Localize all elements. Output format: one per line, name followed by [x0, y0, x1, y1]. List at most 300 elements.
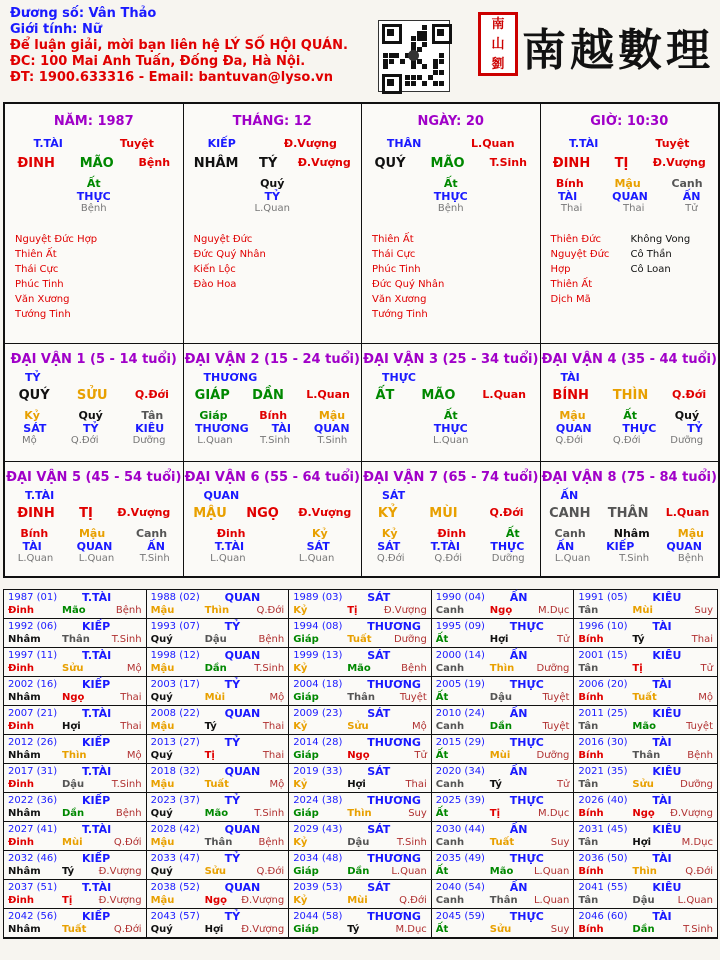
- year-cell: [147, 909, 290, 938]
- year-can: Giáp: [293, 692, 319, 703]
- year-can: Bính: [578, 924, 604, 935]
- year-god: SÁT: [367, 881, 391, 894]
- year-god: ẤN: [509, 765, 528, 778]
- year-god: ẤN: [509, 591, 528, 604]
- year-god: KIÊU: [652, 707, 682, 720]
- year-label: 2029 (43): [293, 824, 343, 835]
- year-label: 1987 (01): [8, 592, 58, 603]
- hidden-god: QUAN: [313, 422, 350, 435]
- year-chi: Mùi: [204, 692, 226, 703]
- hidden-stem: Kỷ: [381, 527, 398, 540]
- year-phase: Q.Đới: [399, 895, 427, 906]
- year-can: Nhâm: [8, 924, 41, 935]
- hidden-stem: Quý: [78, 409, 103, 422]
- year-god: QUAN: [224, 649, 261, 662]
- year-can: Kỷ: [293, 895, 308, 906]
- year-can: Giáp: [293, 750, 319, 761]
- year-label: 2007 (21): [8, 708, 58, 719]
- year-cell: [147, 735, 290, 764]
- hidden-god: T.TÀI: [214, 540, 245, 553]
- star-item: Thiên Ất: [372, 234, 414, 245]
- year-can: Giáp: [293, 634, 319, 645]
- dai-van-phase: L.Quan: [482, 388, 526, 401]
- year-chi: Dần: [632, 924, 655, 935]
- year-phase: Bệnh: [401, 663, 427, 674]
- year-phase: Bệnh: [687, 750, 713, 761]
- dai-van-can: ĐINH: [17, 506, 55, 521]
- year-phase: Mộ: [698, 692, 713, 703]
- year-phase: T.Sinh: [111, 634, 142, 645]
- year-cell: [147, 648, 290, 677]
- year-god: KIÊU: [652, 765, 682, 778]
- year-can: Đinh: [8, 837, 35, 848]
- year-label: 1994 (08): [293, 621, 343, 632]
- year-god: T.TÀI: [82, 591, 112, 604]
- hidden-stem: Đinh: [216, 527, 246, 540]
- year-god: ẤN: [509, 823, 528, 836]
- dai-van-hidden-god-row: [362, 540, 540, 553]
- year-cell: [147, 880, 290, 909]
- hidden-god: TÀI: [22, 540, 42, 553]
- qr-module: [422, 36, 427, 41]
- dai-van-phase: L.Quan: [665, 506, 710, 519]
- hidden-phase: L.Quan: [298, 553, 335, 564]
- year-chi: Mùi: [62, 837, 83, 848]
- year-cell: [432, 648, 575, 677]
- pillar-god: T.TÀI: [33, 137, 63, 150]
- year-label: 1991 (05): [578, 592, 628, 603]
- star-list: [5, 232, 183, 322]
- year-cell: [4, 648, 147, 677]
- pillar-cell: [5, 104, 184, 344]
- qr-module: [422, 81, 427, 86]
- hidden-stem: Mậu: [318, 409, 346, 422]
- year-phase: Bệnh: [258, 837, 285, 848]
- qr-module: [422, 42, 427, 47]
- year-chi: Ngọ: [204, 895, 227, 906]
- year-phase: Mộ: [269, 779, 285, 790]
- chart-grid: [3, 102, 720, 578]
- year-god: TỶ: [224, 794, 241, 807]
- year-god: TỶ: [224, 910, 241, 923]
- star-item: Tướng Tinh: [15, 309, 71, 320]
- year-god: THƯƠNG: [367, 736, 421, 749]
- hidden-stem: Bính: [20, 527, 49, 540]
- year-chi: Thân: [347, 692, 375, 703]
- year-cell: [432, 764, 575, 793]
- year-phase: Q.Đới: [256, 866, 285, 877]
- dai-van-hidden-god-row: [5, 422, 183, 435]
- year-label: 2006 (20): [578, 679, 628, 690]
- year-god: TỶ: [224, 620, 241, 633]
- owner-name: Đương số: Vân Thảo: [10, 6, 157, 21]
- year-phase: Tử: [556, 634, 570, 645]
- star-item: Đức Quý Nhân: [193, 249, 266, 260]
- pillar-title: NGÀY: 20: [417, 114, 484, 129]
- year-can: Canh: [435, 663, 465, 674]
- year-god: THỰC: [509, 910, 544, 923]
- year-chi: Dần: [347, 866, 370, 877]
- year-phase: M.Dục: [538, 605, 570, 616]
- hidden-stem: Đinh: [437, 527, 467, 540]
- year-can: Ất: [435, 750, 449, 761]
- hidden-phase: Bệnh: [437, 203, 464, 214]
- hidden-god: THỰC: [622, 422, 657, 435]
- year-label: 2032 (46): [8, 853, 58, 864]
- star-item: Văn Xương: [372, 294, 427, 305]
- year-can: Đinh: [8, 779, 35, 790]
- hidden-god: QUAN: [555, 422, 592, 435]
- dai-van-god: THỰC: [382, 371, 416, 384]
- qr-module: [439, 81, 444, 86]
- year-can: Mậu: [150, 837, 175, 848]
- hidden-god: KIẾP: [606, 540, 635, 553]
- dai-van-hidden-phase-row: [362, 435, 540, 446]
- dai-van-hidden-row: [5, 409, 183, 422]
- year-phase: Dưỡng: [536, 663, 570, 674]
- dai-van-hidden-phase-row: [184, 553, 362, 564]
- hidden-god: THỰC: [490, 540, 525, 553]
- year-chi: Mão: [204, 808, 229, 819]
- year-chi: Mão: [489, 866, 514, 877]
- year-cell: [432, 851, 575, 880]
- year-label: 2012 (26): [8, 737, 58, 748]
- year-label: 2025 (39): [435, 795, 485, 806]
- year-god: TỶ: [224, 736, 241, 749]
- year-god: T.TÀI: [82, 881, 112, 894]
- qr-module: [383, 64, 388, 69]
- hidden-stem: Mậu: [614, 177, 641, 190]
- pillar-hidden-god-row: [5, 190, 183, 203]
- hidden-stem: Ất: [443, 177, 458, 190]
- year-god: QUAN: [224, 823, 261, 836]
- year-cell: [574, 706, 717, 735]
- year-cell: [289, 677, 432, 706]
- year-cell: [289, 764, 432, 793]
- year-can: Mậu: [150, 605, 175, 616]
- year-can: Quý: [150, 866, 173, 877]
- dai-van-hidden-row: [541, 527, 719, 540]
- pillar-chi: TÝ: [258, 156, 278, 171]
- year-can: Quý: [150, 808, 173, 819]
- qr-module: [439, 59, 444, 64]
- year-can: Đinh: [8, 895, 35, 906]
- hidden-stem: Bính: [555, 177, 584, 190]
- year-cell: [289, 880, 432, 909]
- year-phase: Thai: [691, 634, 713, 645]
- pillar-chi: TỊ: [614, 156, 629, 171]
- hidden-phase: Dưỡng: [670, 435, 704, 446]
- hidden-phase: Bệnh: [80, 203, 107, 214]
- dai-van-title: ĐẠI VẬN 8 (75 - 84 tuổi): [541, 470, 717, 485]
- year-cell: [574, 648, 717, 677]
- year-phase: Tử: [414, 750, 427, 761]
- dai-van-can-chi-row: [362, 506, 540, 521]
- year-phase: T.Sinh: [111, 779, 142, 790]
- pillar-hidden-row: [5, 177, 183, 190]
- year-chi: Thân: [62, 634, 90, 645]
- hidden-god: TÀI: [557, 190, 578, 203]
- hidden-stem: Ất: [443, 409, 458, 422]
- year-label: 2035 (49): [435, 853, 485, 864]
- qr-module: [422, 31, 427, 36]
- year-god: KIẾP: [82, 678, 111, 691]
- year-chi: Hợi: [347, 779, 366, 790]
- year-phase: Q.Đới: [685, 866, 713, 877]
- hidden-god: THỰC: [76, 190, 111, 203]
- dai-van-title: ĐẠI VẬN 3 (25 - 34 tuổi): [363, 352, 539, 367]
- year-god: KIẾP: [82, 620, 111, 633]
- year-label: 2043 (57): [150, 911, 200, 922]
- year-phase: Bệnh: [115, 605, 142, 616]
- star-item: Thiên Ất: [550, 279, 593, 290]
- hidden-god: SÁT: [377, 540, 401, 553]
- qr-module: [411, 64, 416, 69]
- year-label: 2031 (45): [578, 824, 628, 835]
- year-chi: Tị: [632, 663, 643, 674]
- year-can: Mậu: [150, 663, 175, 674]
- contact-note: Để luận giải, mời bạn liên hệ LÝ SỐ HỘI QUÁN.: [10, 38, 348, 53]
- year-chi: Tý: [489, 779, 502, 790]
- pillar-hidden-phase-row: [362, 203, 540, 214]
- qr-module: [389, 53, 394, 58]
- pillar-chi-phase: T.Sinh: [489, 156, 527, 169]
- year-god: THỰC: [509, 678, 544, 691]
- year-label: 1989 (03): [293, 592, 343, 603]
- year-can: Bính: [578, 750, 604, 761]
- dai-van-hidden-god-row: [184, 540, 362, 553]
- year-phase: Q.Đới: [113, 837, 142, 848]
- hidden-phase: Thai: [560, 203, 583, 214]
- year-god: SÁT: [367, 823, 391, 836]
- pillar-god-row: [184, 137, 362, 150]
- year-cell: [574, 735, 717, 764]
- hidden-phase: T.Sinh: [139, 553, 170, 564]
- year-god: KIÊU: [652, 591, 682, 604]
- hidden-stem: Giáp: [199, 409, 228, 422]
- star-item: Thiên Đức: [550, 234, 601, 245]
- dai-van-hidden-god-row: [5, 540, 183, 553]
- pillar-god-row: [5, 137, 183, 150]
- dai-van-cell: [5, 344, 184, 462]
- dai-van-title: ĐẠI VẬN 4 (35 - 44 tuổi): [541, 352, 717, 367]
- dai-van-hidden-phase-row: [362, 553, 540, 564]
- year-chi: Tý: [62, 866, 75, 877]
- year-can: Tân: [578, 779, 599, 790]
- year-chi: Ngọ: [347, 750, 370, 761]
- year-phase: Suy: [550, 924, 570, 935]
- year-label: 1997 (11): [8, 650, 58, 661]
- year-phase: M.Dục: [538, 808, 570, 819]
- pillar-hidden-god-row: [184, 190, 362, 203]
- qr-module: [400, 59, 405, 64]
- hidden-god: ẤN: [682, 190, 701, 203]
- dai-van-title: ĐẠI VẬN 1 (5 - 14 tuổi): [10, 352, 177, 367]
- hidden-phase: L.Quan: [17, 553, 54, 564]
- year-can: Ất: [435, 692, 449, 703]
- year-chi: Thìn: [204, 605, 230, 616]
- year-cell: [432, 590, 575, 619]
- year-god: KIẾP: [82, 910, 111, 923]
- year-label: 2003 (17): [150, 679, 200, 690]
- year-label: 2037 (51): [8, 882, 58, 893]
- dai-van-god: THƯƠNG: [203, 371, 258, 384]
- year-can: Nhâm: [8, 750, 41, 761]
- dai-van-hidden-row: [362, 527, 540, 540]
- year-label: 2038 (52): [150, 882, 200, 893]
- year-phase: L.Quan: [391, 866, 427, 877]
- qr-module: [383, 53, 388, 58]
- year-label: 1995 (09): [435, 621, 485, 632]
- year-chi: Tuất: [204, 779, 229, 790]
- year-can: Đinh: [8, 605, 35, 616]
- hidden-stem: Ất: [623, 409, 638, 422]
- year-phase: Đ.Vượng: [241, 924, 285, 935]
- year-label: 2020 (34): [435, 766, 485, 777]
- year-god: TỶ: [224, 678, 241, 691]
- year-label: 2045 (59): [435, 911, 485, 922]
- year-can: Quý: [150, 692, 173, 703]
- year-can: Canh: [435, 721, 465, 732]
- dai-van-phase: Q.Đới: [489, 506, 524, 519]
- dai-van-god: SÁT: [382, 489, 406, 502]
- pillar-hidden-phase-row: [541, 203, 719, 214]
- year-phase: Tuyệt: [399, 692, 427, 703]
- year-can: Bính: [578, 808, 604, 819]
- header-info: [10, 6, 348, 86]
- dai-van-can-chi-row: [5, 506, 183, 521]
- hidden-god: T.TÀI: [430, 540, 460, 553]
- year-cell: [432, 706, 575, 735]
- year-god: QUAN: [224, 707, 261, 720]
- pillar-can: ĐINH: [552, 156, 591, 171]
- year-chi: Tị: [489, 808, 501, 819]
- year-phase: L.Quan: [533, 866, 570, 877]
- year-cell: [147, 822, 290, 851]
- year-phase: Tuyệt: [542, 692, 570, 703]
- year-cell: [574, 880, 717, 909]
- year-can: Nhâm: [8, 808, 41, 819]
- dai-van-chi: MÙI: [429, 506, 458, 521]
- dai-van-chi: TỊ: [79, 506, 93, 521]
- year-phase: Đ.Vượng: [98, 895, 142, 906]
- star-item: Thái Cực: [15, 264, 59, 275]
- year-can: Quý: [150, 634, 173, 645]
- year-god: TÀI: [652, 736, 672, 749]
- year-label: 2023 (37): [150, 795, 200, 806]
- dai-van-can: KỶ: [377, 506, 398, 521]
- hidden-stem: Quý: [674, 409, 700, 422]
- year-god: THƯƠNG: [367, 910, 421, 923]
- year-phase: T.Sinh: [396, 837, 427, 848]
- dai-van-hidden-row: [184, 527, 362, 540]
- year-god: SÁT: [367, 765, 391, 778]
- hidden-stem: Canh: [554, 527, 586, 540]
- hidden-phase: T.Sinh: [260, 435, 290, 446]
- year-label: 1988 (02): [150, 592, 200, 603]
- dai-van-can: BÍNH: [552, 388, 589, 403]
- dai-van-hidden-god-row: [184, 422, 362, 435]
- year-god: THƯƠNG: [367, 852, 421, 865]
- year-cell: [4, 851, 147, 880]
- dai-van-hidden-row: [541, 409, 719, 422]
- year-god: THƯƠNG: [367, 678, 421, 691]
- year-label: 1998 (12): [150, 650, 200, 661]
- year-chi: Hợi: [204, 924, 224, 935]
- year-god: KIẾP: [82, 736, 111, 749]
- year-chi: Tị: [62, 895, 73, 906]
- dai-van-chi: SỬU: [76, 388, 108, 403]
- pillar-chi-phase: Bệnh: [138, 156, 171, 169]
- year-can: Giáp: [293, 808, 319, 819]
- hidden-god: THỰC: [433, 190, 468, 203]
- year-god: KIÊU: [652, 823, 682, 836]
- year-label: 2034 (48): [293, 853, 343, 864]
- year-label: 2028 (42): [150, 824, 200, 835]
- dai-van-god: TỶ: [25, 371, 41, 384]
- year-phase: T.Sinh: [683, 924, 713, 935]
- brand-logo-text: 南越數理: [522, 25, 714, 76]
- year-cell: [147, 619, 290, 648]
- hidden-phase: T.Sinh: [317, 435, 348, 446]
- year-chi: Hợi: [489, 634, 509, 645]
- year-chi: Sửu: [204, 866, 227, 877]
- dai-van-title: ĐẠI VẬN 5 (45 - 54 tuổi): [6, 470, 182, 485]
- year-can: Ất: [435, 808, 449, 819]
- year-label: 2017 (31): [8, 766, 58, 777]
- star-item: Đức Quý Nhân: [372, 279, 445, 290]
- year-cell: [4, 735, 147, 764]
- star-list-left: [551, 232, 631, 307]
- year-chi: Hợi: [632, 837, 652, 848]
- year-god: KIÊU: [652, 881, 682, 894]
- year-phase: T.Sinh: [254, 663, 285, 674]
- qr-module: [411, 75, 416, 80]
- qr-module: [405, 75, 410, 80]
- year-chi: Mão: [632, 721, 656, 732]
- year-cell: [574, 909, 717, 938]
- year-can: Kỷ: [293, 721, 308, 732]
- pillar-phase: Đ.Vượng: [283, 137, 337, 150]
- year-cell: [432, 793, 575, 822]
- year-phase: Suy: [694, 605, 713, 616]
- year-chi: Hợi: [62, 721, 81, 732]
- pillar-cell: [184, 104, 363, 344]
- pillar-god: THÂN: [386, 137, 422, 150]
- year-chi: Tuất: [62, 924, 87, 935]
- year-phase: Thai: [120, 721, 142, 732]
- year-chi: Thân: [632, 750, 661, 761]
- year-phase: Thai: [405, 779, 427, 790]
- year-god: THỰC: [509, 736, 544, 749]
- year-chi: Tị: [204, 750, 215, 761]
- qr-module: [411, 36, 416, 41]
- qr-module: [405, 81, 410, 86]
- pillar-hidden-phase-row: [5, 203, 183, 214]
- year-cell: [432, 880, 575, 909]
- year-can: Bính: [578, 692, 604, 703]
- pillar-hidden-row: [362, 177, 540, 190]
- dai-van-hidden-god-row: [541, 422, 719, 435]
- pillar-cell: [362, 104, 541, 344]
- year-can: Mậu: [150, 895, 175, 906]
- year-cell: [432, 619, 575, 648]
- year-can: Nhâm: [8, 866, 41, 877]
- year-cell: [147, 793, 290, 822]
- year-cell: [432, 735, 575, 764]
- pillar-cell: [541, 104, 719, 344]
- year-can: Canh: [435, 837, 465, 848]
